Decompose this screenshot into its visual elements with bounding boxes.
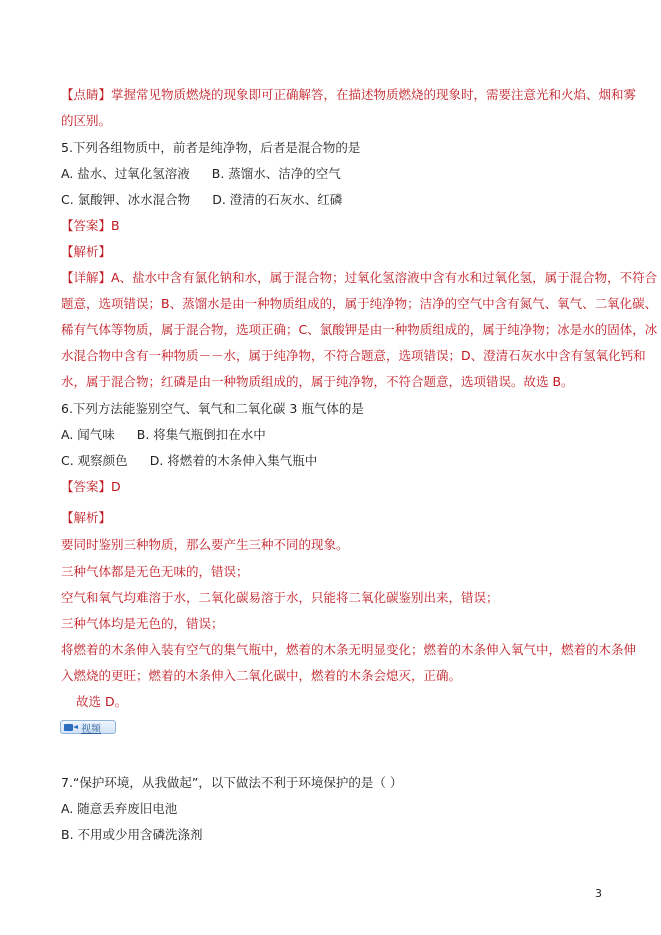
q6-option-a: A. 闻气味: [61, 427, 115, 442]
q5-detail-line5: 水，属于混合物；红磷是由一种物质组成的，属于纯净物，不符合题意，选项错误。故选 B。: [61, 374, 574, 389]
q6-conclusion: 故选 D。: [76, 694, 128, 709]
q5-detail-line1: [61, 270, 657, 286]
q5-options-row2: [61, 192, 342, 208]
q7-option-a: A. 随意丢弃废旧电池: [61, 801, 178, 816]
q6-analysis-line5: 将燃着的木条伸入装有空气的集气瓶中，燃着的木条无明显变化；燃着的木条伸入氧气中，燃着的木条伸: [61, 642, 637, 657]
video-link-label: 视频: [81, 723, 101, 735]
q5-option-a: A. 盐水、过氧化氢溶液: [61, 166, 190, 181]
q5-options-row1: [61, 166, 341, 182]
q5-detail-line3: 稀有气体等物质，属于混合物，选项正确；C、氯酸钾是由一种物质组成的，属于纯净物；冰是水的固体，冰: [61, 322, 658, 337]
q4-dianjing-line2: 的区别。: [61, 113, 112, 128]
q6-answer: [61, 479, 121, 495]
q5-detail-text1: A、盐水中含有氯化钠和水，属于混合物；过氧化氢溶液中含有水和过氧化氢，属于混合物，不符合: [111, 270, 658, 285]
q5-option-b: B. 蒸馏水、洁净的空气: [211, 166, 341, 181]
q5-detail-line4: 水混合物中含有一种物质－－水，属于纯净物，不符合题意，选项错误；D、澄清石灰水中含有氢氧化钙和: [61, 348, 646, 363]
q4-dianjing-tag: 【点睛】: [61, 87, 112, 102]
page-number: 3: [595, 887, 602, 900]
q4-dianjing-text1: 掌握常见物质燃烧的现象即可正确解答，在描述物质燃烧的现象时，需要注意光和火焰、烟和雾: [111, 87, 637, 102]
q6-options-row2: [61, 453, 317, 469]
q5-detail-line2: 题意，选项错误；B、蒸馏水是由一种物质组成的，属于纯净物；洁净的空气中含有氮气、氧气、二氧化碳、: [61, 296, 658, 311]
q6-analysis-line2: 三种气体都是无色无味的，错误；: [61, 564, 249, 579]
q7-question: 7.“保护环境，从我做起”，以下做法不利于环境保护的是（ ）: [61, 775, 403, 790]
video-camera-icon: [64, 723, 78, 732]
q6-analysis-line4: 三种气体均是无色的，错误；: [61, 616, 224, 631]
q6-option-b: B. 将集气瓶倒扣在水中: [136, 427, 266, 442]
q7-option-b: B. 不用或少用含磷洗涤剂: [61, 827, 203, 842]
q6-analysis-line3: 空气和氧气均难溶于水，二氧化碳易溶于水，只能将二氧化碳鉴别出来，错误；: [61, 590, 499, 605]
q5-answer-value: B: [111, 218, 120, 233]
q6-analysis-line1: 要同时鉴别三种物质，那么要产生三种不同的现象。: [61, 537, 349, 552]
q4-dianjing-line1: [61, 87, 636, 103]
q6-question: 6.下列方法能鉴别空气、氧气和二氧化碳 3 瓶气体的是: [61, 401, 364, 416]
video-link-button[interactable]: [60, 720, 116, 734]
q6-answer-value: D: [111, 479, 121, 494]
q6-option-d: D. 将燃着的木条伸入集气瓶中: [149, 453, 318, 468]
q6-answer-tag: 【答案】: [61, 479, 112, 494]
q6-options-row1: [61, 427, 266, 443]
q6-analysis-tag: 【解析】: [61, 510, 112, 525]
q5-question: 5.下列各组物质中，前者是纯净物，后者是混合物的是: [61, 140, 361, 155]
q5-detail-tag: 【详解】: [61, 270, 112, 285]
q5-answer: [61, 218, 120, 234]
q6-analysis-line6: 入燃烧的更旺；燃着的木条伸入二氧化碳中，燃着的木条会熄灭，正确。: [61, 668, 462, 683]
q5-option-d: D. 澄清的石灰水、红磷: [212, 192, 343, 207]
q5-answer-tag: 【答案】: [61, 218, 112, 233]
q5-analysis-tag: 【解析】: [61, 244, 112, 259]
q6-option-c: C. 观察颜色: [61, 453, 128, 468]
q5-option-c: C. 氯酸钾、冰水混合物: [61, 192, 191, 207]
